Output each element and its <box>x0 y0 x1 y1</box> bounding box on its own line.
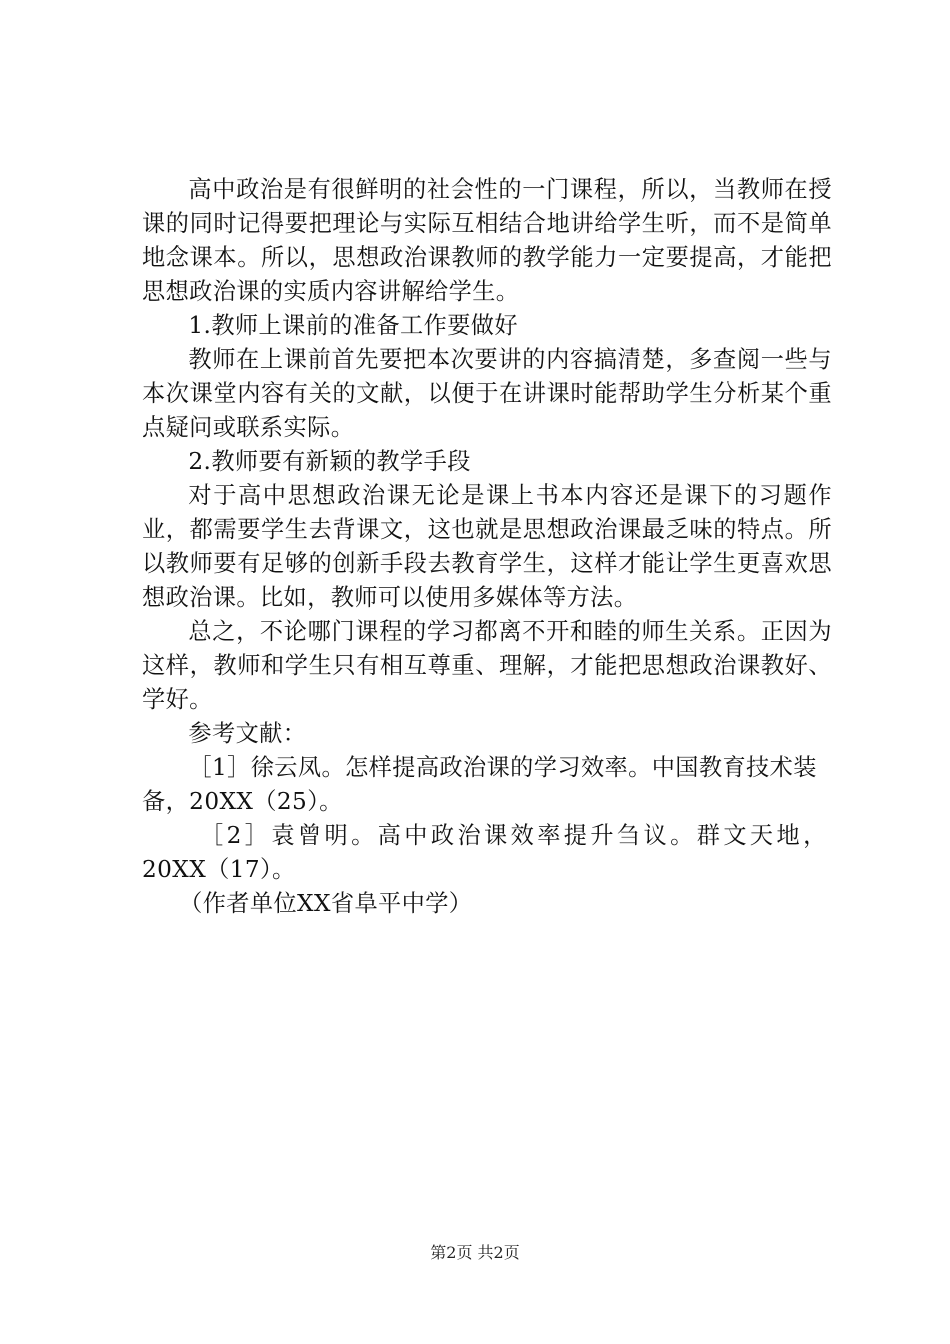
paragraph-conclusion: 总之，不论哪门课程的学习都离不开和睦的师生关系。正因为这样，教师和学生只有相互尊重、理解，才能把思想政治课教好、学好。 <box>142 618 832 713</box>
paragraph-preparation: 教师在上课前首先要把本次要讲的内容搞清楚，多查阅一些与本次课堂内容有关的文献，以便于在讲课时能帮助学生分析某个重点疑问或联系实际。 <box>142 346 832 441</box>
reference-item-1: ［1］徐云凤。怎样提高政治课的学习效率。中国教育技术装备，20XX（25）。 <box>142 754 817 815</box>
paragraph-methods: 对于高中思想政治课无论是课上书本内容还是课下的习题作业，都需要学生去背课文，这也就是思想政治课最乏味的特点。所以教师要有足够的创新手段去教育学生，这样才能让学生更喜欢思想政治课。比如，教师可以使用多媒体等方法。 <box>142 482 832 611</box>
section-heading-methods: 2.教师要有新颖的教学手段 <box>188 448 471 475</box>
page-footer: 第2页 共2页 <box>430 1243 520 1262</box>
section-heading-preparation: 1.教师上课前的准备工作要做好 <box>188 312 518 339</box>
references-title: 参考文献： <box>188 720 307 747</box>
paragraph-intro: 高中政治是有很鲜明的社会性的一门课程，所以，当教师在授课的同时记得要把理论与实际互相结合地讲给学生听，而不是简单地念课本。所以，思想政治课教师的教学能力一定要提高，才能把思想政治课的实质内容讲解给学生。 <box>142 176 832 305</box>
reference-item-2-line-1: ［2］袁曾明。高中政治课效率提升刍议。群文天地， <box>200 822 830 849</box>
document-body <box>142 173 832 921</box>
author-unit: （作者单位XX省阜平中学） <box>179 890 473 917</box>
reference-item-2-line-2: 20XX（17）。 <box>142 856 296 883</box>
